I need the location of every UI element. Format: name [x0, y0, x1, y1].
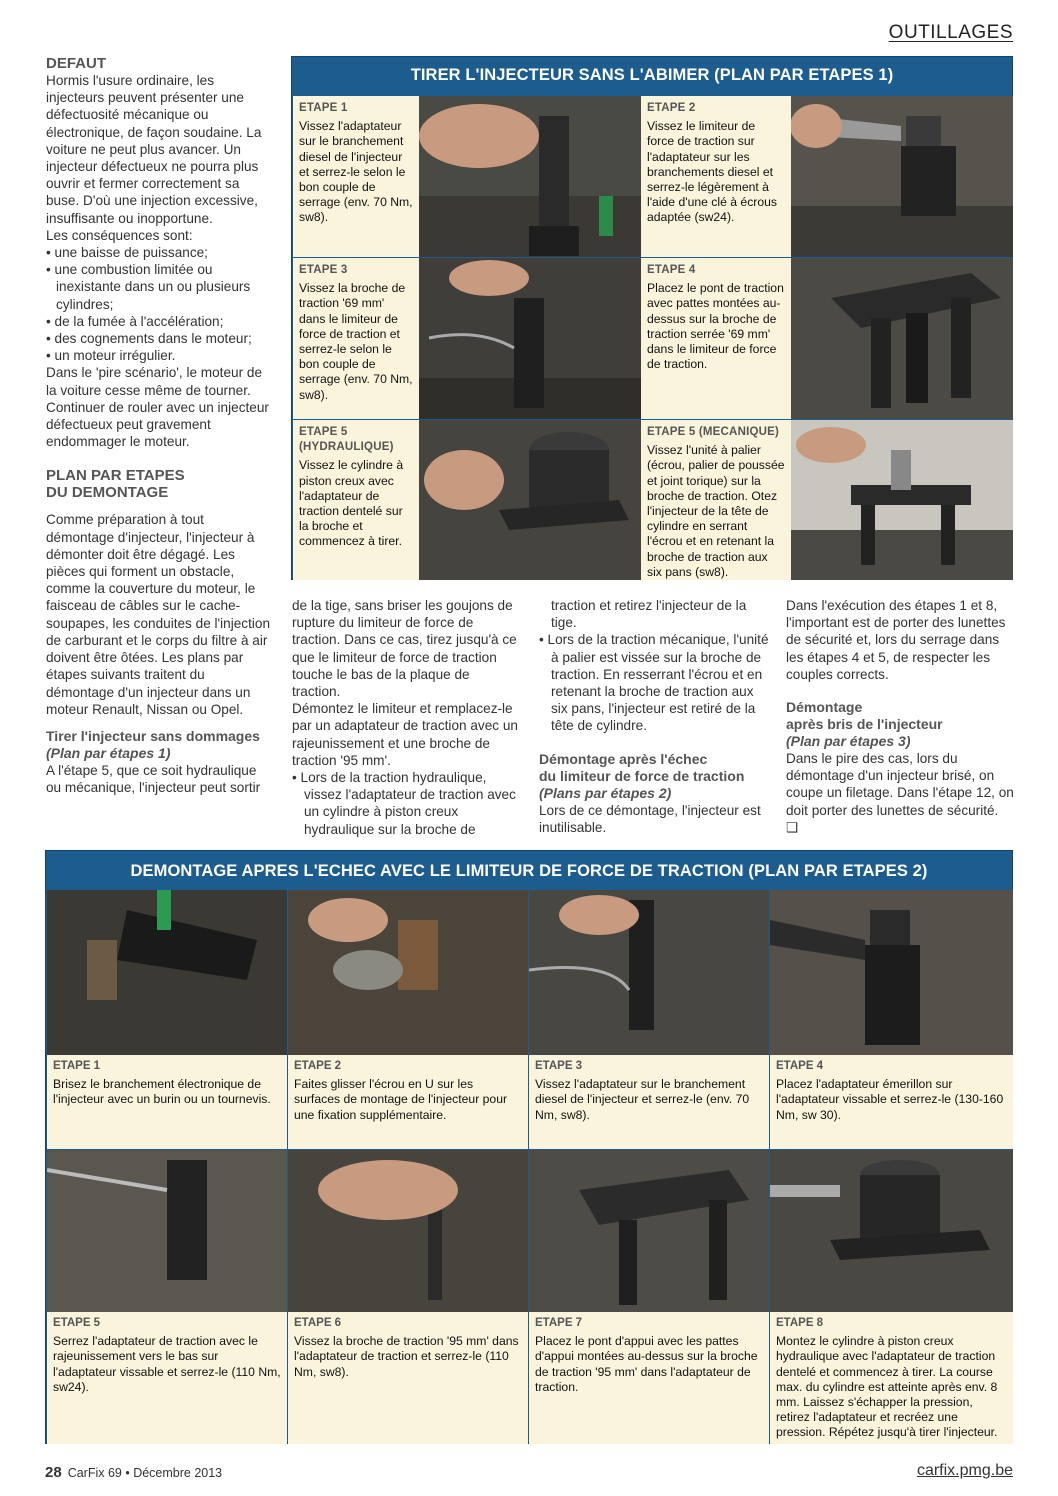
col4-heading2: après bris de l'injecteur [786, 716, 943, 733]
step-caption [770, 1055, 1013, 1149]
step-label: ETAPE 5 [53, 1317, 101, 1329]
col3-heading1: Démontage après l'échec [539, 750, 708, 767]
text-column-2 [292, 597, 520, 838]
step-text: Vissez l'unité à palier (écrou, palier de poussée et joint torique) sur la broche de traction. Otez l'injecteur de la tête de cylindre en serrant l'écrou et en retenant la broche de traction aux six pans (sw8). [647, 443, 785, 579]
step-photo [47, 1150, 287, 1312]
col4-heading1: Démontage [786, 699, 863, 716]
plan-heading-2: DU DEMONTAGE [46, 484, 169, 502]
col3-heading2: du limiteur de force de traction [539, 767, 745, 784]
step-label: ETAPE 5 (MECANIQUE) [647, 426, 780, 438]
col4-text1: Dans l'exécution des étapes 1 et 8, l'important est de porter des lunettes de sécurité et, lors du serrage dans les étapes 4 et 5, de respecter les couples corrects. [786, 598, 1006, 682]
step-text: Vissez l'adaptateur sur le branchement diesel de l'injecteur et serrez-le selon le bon couple de serrage (env. 70 Nm, sw8). [299, 119, 413, 225]
step-plan-1-box [291, 56, 1013, 580]
step-text: Vissez la broche de traction '69 mm' dans le limiteur de force de traction et serrez-le selon le bon couple de serrage (env. 70 Nm, sw8). [299, 281, 413, 402]
step-label: ETAPE 1 [53, 1060, 101, 1072]
col4-text2: Dans le pire des cas, lors du démontage d'un injecteur brisé, on coupe un filetage. Dans l'étape 12, on doit porter des lunettes de sécurité. ❑ [786, 751, 1014, 835]
defaut-text: Hormis l'usure ordinaire, les injecteurs peuvent présenter une défectuosité mécanique ou électronique, de façon soudaine. La voiture ne peut plus avancer. Un injecteur défectueux ne pourra plus ouvrir et fermer correctement sa buse. D'où une injection excessive, insuffisante ou inopportune. [46, 73, 262, 226]
step-caption [293, 420, 419, 580]
tirer-heading: Tirer l'injecteur sans dommages [46, 727, 260, 744]
step-photo [419, 258, 641, 419]
col2-text2: Démontez le limiteur et remplacez-le par un adaptateur de traction avec un rajeunissement et une broche de traction '95 mm'. [292, 701, 518, 768]
step-photo [791, 96, 1013, 257]
step-caption [529, 1312, 769, 1444]
consequence-item: • des cognements dans le moteur; [46, 331, 252, 347]
step-caption [288, 1312, 528, 1444]
plan-heading-1: PLAN PAR ETAPES [46, 467, 185, 485]
step-caption [47, 1312, 287, 1444]
step-text: Vissez le cylindre à piston creux avec l'adaptateur de traction dentelé sur la broche et commencez à tirer. [299, 458, 404, 549]
step-photo [288, 1150, 528, 1312]
tirer-sub: (Plan par étapes 1) [46, 744, 171, 761]
step-label: ETAPE 3 [299, 264, 348, 276]
step-caption [293, 96, 419, 257]
step-photo [529, 890, 769, 1055]
step-text: Placez le pont de traction avec pattes montées au-dessus sur la broche de traction serrée '69 mm' dans le limiteur de force de traction. [647, 281, 784, 372]
step-text: Placez le pont d'appui avec les pattes d'appui montées au-dessus sur la broche de traction '95 mm' dans l'adaptateur de traction. [535, 1334, 758, 1394]
step-photo [791, 420, 1013, 580]
issue-label: CarFix 69 • Décembre 2013 [67, 1466, 223, 1480]
col2-text1: de la tige, sans briser les goujons de rupture du limiteur de force de traction. Dans ce cas, tirez jusqu'à ce que le limiteur de force de traction touche le bas de la plaque de traction. [292, 598, 517, 700]
worst-case-text: Dans le 'pire scénario', le moteur de la voiture cesse même de tourner. Continuer de rouler avec un injecteur défectueux peut gravement endommager le moteur. [46, 365, 269, 450]
step-caption [288, 1055, 528, 1149]
step-label: ETAPE 5 (HYDRAULIQUE) [299, 426, 394, 454]
consequence-item: • une combustion limitée ou inexistante dans un ou plusieurs cylindres; [46, 262, 251, 312]
step-plan-2-box [45, 850, 1013, 1444]
step-label: ETAPE 3 [535, 1060, 583, 1072]
col3-bullet: • Lors de la traction mécanique, l'unité à palier est vissée sur la broche de traction. En resserrant l'écrou et en retenant la broche de traction aux six pans, l'injecteur est retiré de la tête de cylindre. [539, 632, 769, 734]
col4-sub: (Plan par étapes 3) [786, 733, 911, 750]
text-column-4 [786, 597, 1014, 836]
page-number: 28 [45, 1464, 62, 1481]
step-text: Vissez le limiteur de force de traction sur l'adaptateur sur les branchements diesel et serrez-le légèrement à l'aide d'une clé à écrous adaptée (sw24). [647, 119, 777, 225]
step-plan-1-title: TIRER L'INJECTEUR SANS L'ABIMER (PLAN PAR ETAPES 1) [410, 66, 894, 84]
section-tag: OUTILLAGES [888, 22, 1013, 43]
step-photo [419, 420, 641, 580]
consequence-item: • un moteur irrégulier. [46, 348, 176, 364]
step-caption [641, 420, 791, 580]
step-label: ETAPE 2 [647, 102, 696, 114]
step-plan-2-title: DEMONTAGE APRES L'ECHEC AVEC LE LIMITEUR DE FORCE DE TRACTION (PLAN PAR ETAPES 2) [130, 862, 928, 880]
step-photo [791, 258, 1013, 419]
step-label: ETAPE 4 [647, 264, 696, 276]
page-footer [45, 1464, 222, 1481]
step-photo [770, 1150, 1013, 1312]
step-caption [641, 96, 791, 257]
step-text: Faites glisser l'écrou en U sur les surfaces de montage de l'injecteur pour une fixation supplémentaire. [294, 1077, 508, 1122]
step-caption [770, 1312, 1013, 1444]
step-caption [47, 1055, 287, 1149]
step-caption [641, 258, 791, 419]
col2-bullet: • Lors de la traction hydraulique, vissez l'adaptateur de traction avec un cylindre à piston creux hydraulique sur la broche de [292, 770, 516, 837]
step-caption [293, 258, 419, 419]
step-text: Serrez l'adaptateur de traction avec le rajeunissement vers le bas sur l'adaptateur vissable et serrez-le (110 Nm, sw24). [53, 1334, 281, 1394]
text-column-3 [539, 597, 769, 836]
consequence-item: • de la fumée à l'accélération; [46, 313, 224, 329]
consequence-item: • une baisse de puissance; [46, 245, 208, 261]
defaut-heading: DEFAUT [46, 55, 106, 72]
col3-text2: Lors de ce démontage, l'injecteur est inutilisable. [539, 802, 761, 835]
step-label: ETAPE 1 [299, 102, 348, 114]
step-text: Montez le cylindre à piston creux hydraulique avec l'adaptateur de traction dentelé et commencez à tirer. La course max. du cylindre est atteinte après env. 8 mm. Laissez s'échapper la pression, retirez l'adaptateur et recréez une pression. Répétez jusqu'à tirer l'injecteur. [776, 1334, 998, 1440]
step-label: ETAPE 8 [776, 1317, 824, 1329]
step-label: ETAPE 7 [535, 1317, 583, 1329]
consequences-intro: Les conséquences sont: [46, 227, 193, 243]
step-photo [770, 890, 1013, 1055]
step-photo [419, 96, 641, 257]
step-photo [529, 1150, 769, 1312]
step-label: ETAPE 2 [294, 1060, 342, 1072]
col3-sub: (Plans par étapes 2) [539, 784, 672, 801]
step-photo [288, 890, 528, 1055]
col3-text1: traction et retirez l'injecteur de la tige. [551, 598, 747, 631]
step-caption [529, 1055, 769, 1149]
step-text: Vissez l'adaptateur sur le branchement diesel de l'injecteur et serrez-le (env. 70 Nm, sw8). [535, 1077, 750, 1122]
tirer-text: A l'étape 5, que ce soit hydraulique ou mécanique, l'injecteur peut sortir [46, 762, 261, 796]
step-photo [47, 890, 287, 1055]
site-url-link[interactable]: carfix.pmg.be [916, 1462, 1013, 1479]
step-label: ETAPE 4 [776, 1060, 824, 1072]
step-text: Placez l'adaptateur émerillon sur l'adaptateur vissable et serrez-le (130-160 Nm, sw 30). [776, 1077, 1004, 1122]
left-column [46, 55, 272, 796]
step-label: ETAPE 6 [294, 1317, 342, 1329]
plan-text: Comme préparation à tout démontage d'injecteur, l'injecteur à démonter doit être dégagé. Les pièces qui forment un obstacle, comme la couverture du moteur, le faisceau de câbles sur le cache-soupapes, les conduites de l'injection de carburant et le corps du filtre à air doivent être ôtées. Les plans par étapes suivants traitent du démontage d'un injecteur dans un moteur Renault, Nissan ou Opel. [46, 512, 271, 717]
step-text: Brisez le branchement électronique de l'injecteur avec un burin ou un tournevis. [53, 1077, 271, 1107]
step-text: Vissez la broche de traction '95 mm' dans l'adaptateur de traction et serrez-le (110 Nm, sw8). [294, 1334, 519, 1379]
